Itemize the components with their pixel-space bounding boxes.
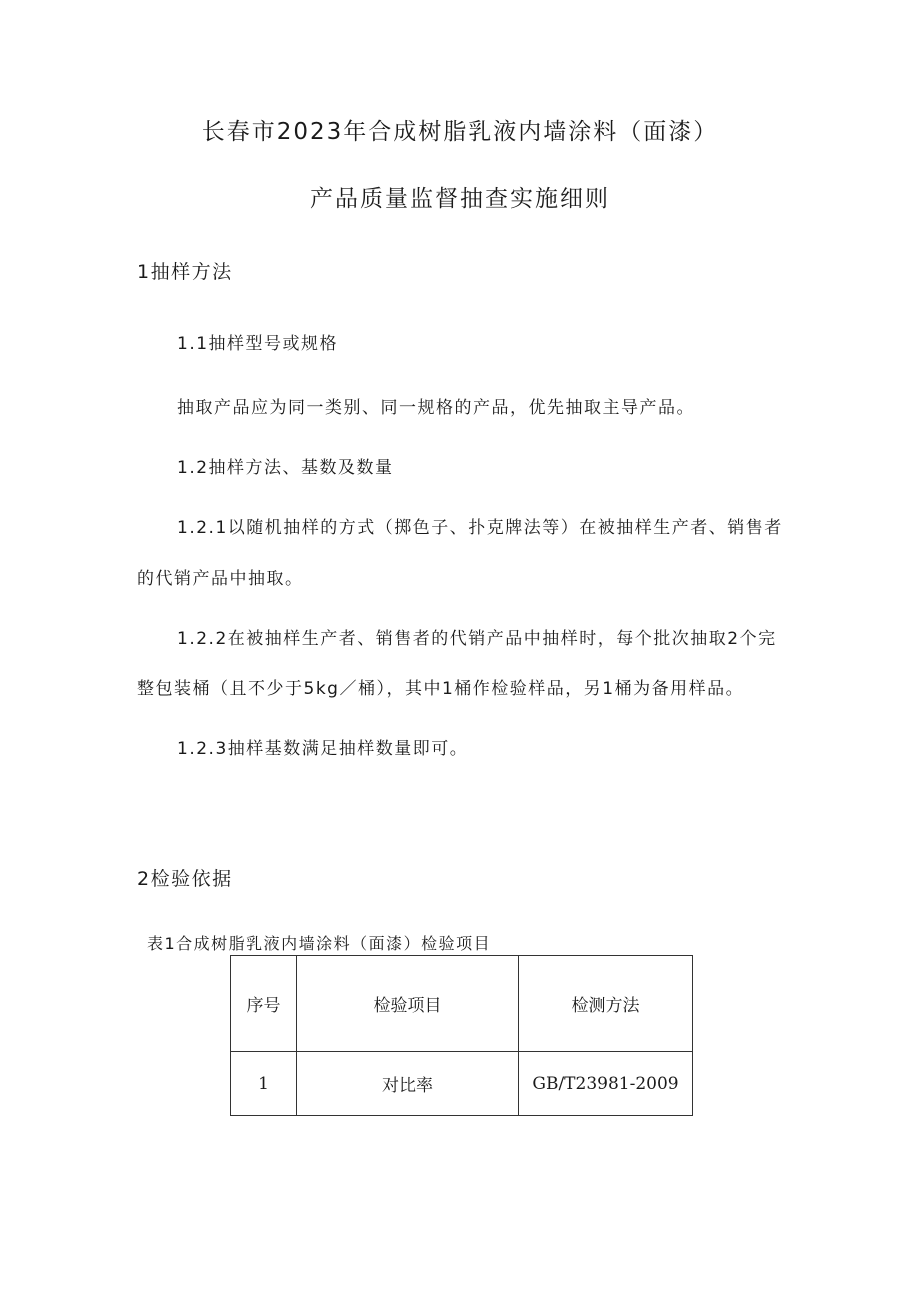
section-1-heading: 1抽样方法 [137, 261, 233, 283]
table-header-cell: 序号 [231, 956, 297, 1052]
subsection-1-1-heading: 1.1抽样型号或规格 [177, 334, 339, 354]
subsection-1-2-1-line-1: 1.2.1以随机抽样的方式（掷色子、扑克牌法等）在被抽样生产者、销售者 [177, 518, 783, 538]
table-caption: 表1合成树脂乳液内墙涂料（面漆）检验项目 [147, 934, 492, 953]
subsection-1-2-2-line-2: 整包装桶（且不少于5kg／桶），其中1桶作检验样品，另1桶为备用样品。 [137, 679, 745, 699]
table-header-cell: 检测方法 [519, 956, 693, 1052]
subsection-1-2-heading: 1.2抽样方法、基数及数量 [177, 458, 394, 478]
document-title-line-2: 产品质量监督抽查实施细则 [310, 186, 610, 212]
table-cell: 对比率 [297, 1052, 519, 1116]
section-2-heading: 2检验依据 [137, 868, 233, 890]
table-cell: GB/T23981-2009 [519, 1052, 693, 1116]
subsection-1-2-1-line-2: 的代销产品中抽取。 [137, 569, 304, 589]
table-row [231, 1052, 693, 1116]
inspection-items-table [230, 955, 693, 1116]
table-header-row [231, 956, 693, 1052]
subsection-1-1-text: 抽取产品应为同一类别、同一规格的产品，优先抽取主导产品。 [177, 398, 695, 418]
document-title-line-1: 长春市2023年合成树脂乳液内墙涂料（面漆） [201, 119, 719, 145]
subsection-1-2-3-text: 1.2.3抽样基数满足抽样数量即可。 [177, 739, 469, 759]
table-cell: 1 [231, 1052, 297, 1116]
table-header-cell: 检验项目 [297, 956, 519, 1052]
subsection-1-2-2-line-1: 1.2.2在被抽样生产者、销售者的代销产品中抽样时，每个批次抽取2个完 [177, 629, 777, 649]
